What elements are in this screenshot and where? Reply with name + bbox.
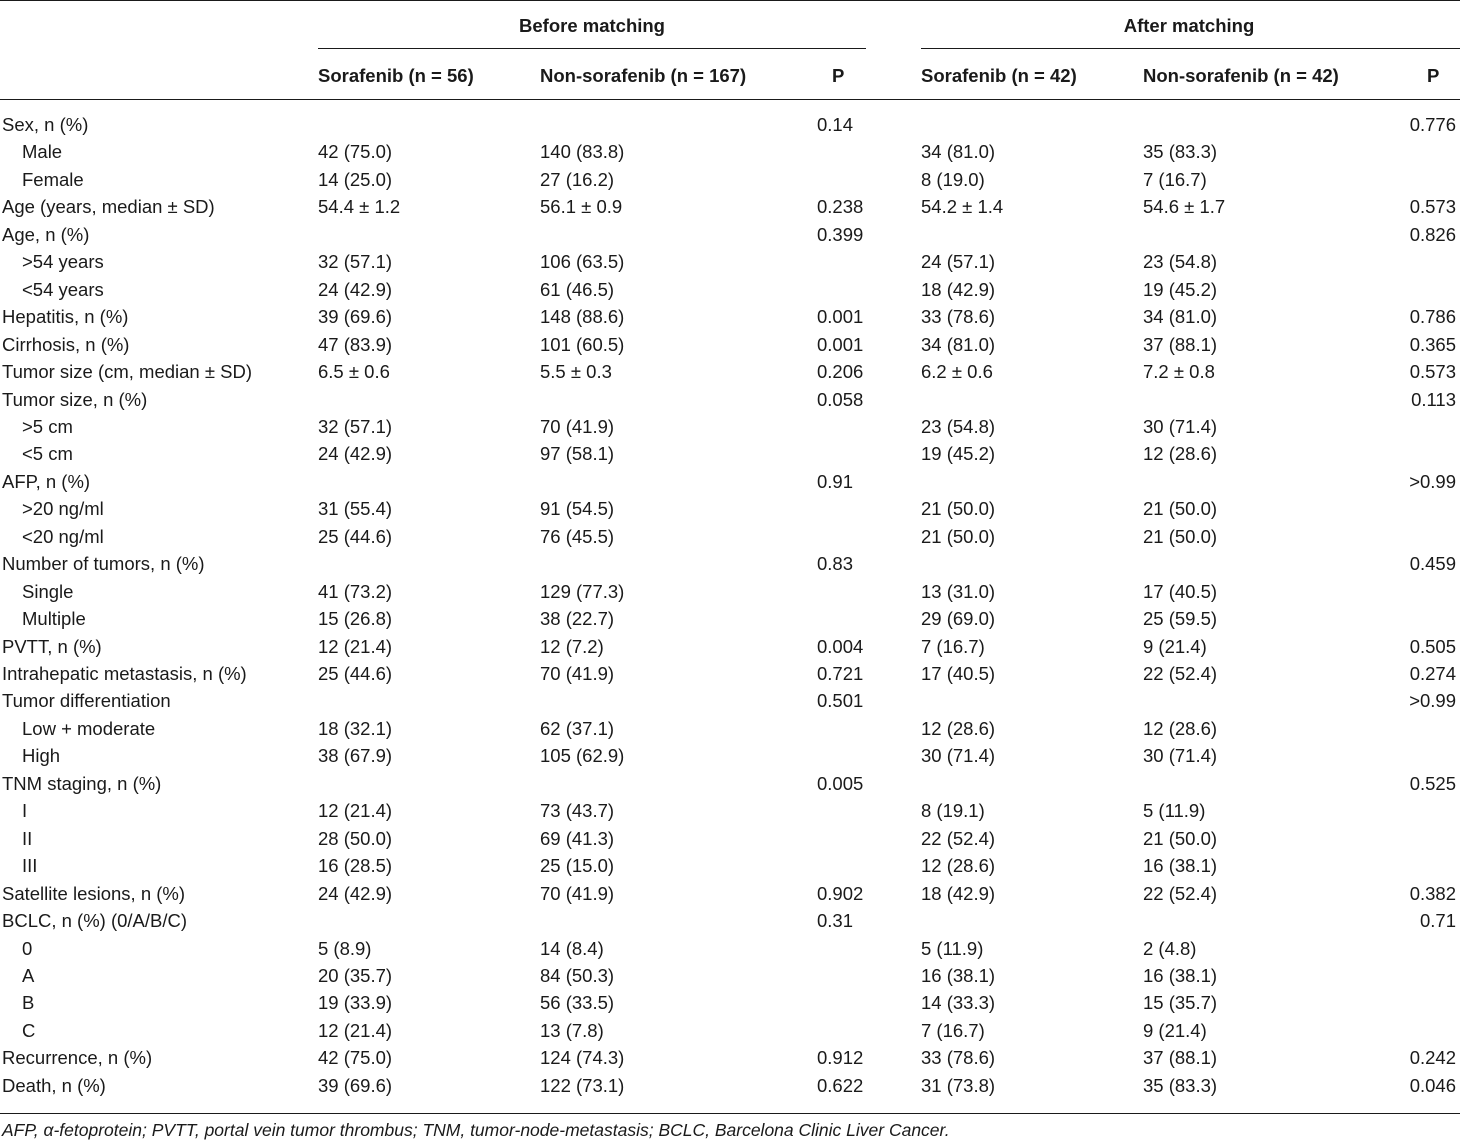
- cell-p-after: 0.113: [1411, 388, 1456, 410]
- table-row: [0, 303, 1460, 331]
- cell-nonsorafenib-before: 70 (41.9): [540, 882, 615, 904]
- row-label: 0: [22, 937, 33, 959]
- table-row: [0, 852, 1460, 880]
- cell-nonsorafenib-before: 38 (22.7): [540, 608, 615, 630]
- cell-nonsorafenib-after: 21 (50.0): [1143, 827, 1218, 849]
- cell-sorafenib-before: 12 (21.4): [318, 1019, 393, 1041]
- cell-nonsorafenib-before: 129 (77.3): [540, 580, 625, 602]
- cell-nonsorafenib-after: 21 (50.0): [1143, 498, 1218, 520]
- cell-nonsorafenib-after: 23 (54.8): [1143, 251, 1218, 273]
- col-header-sorafenib-after: Sorafenib (n = 42): [921, 65, 1077, 86]
- cell-nonsorafenib-after: 7 (16.7): [1143, 168, 1207, 190]
- table-row: [0, 880, 1460, 908]
- row-label: PVTT, n (%): [2, 635, 102, 657]
- cell-nonsorafenib-before: 5.5 ± 0.3: [540, 361, 612, 383]
- cell-nonsorafenib-before: 73 (43.7): [540, 800, 615, 822]
- cell-nonsorafenib-after: 35 (83.3): [1143, 1074, 1218, 1096]
- cell-nonsorafenib-before: 62 (37.1): [540, 717, 615, 739]
- cell-sorafenib-before: 6.5 ± 0.6: [318, 361, 390, 383]
- cell-p-before: 0.912: [817, 1047, 864, 1069]
- table-row: [0, 907, 1460, 935]
- table-row: [0, 935, 1460, 963]
- row-label: III: [22, 855, 38, 877]
- cell-nonsorafenib-before: 140 (83.8): [540, 141, 625, 163]
- row-label: <54 years: [22, 278, 104, 300]
- cell-sorafenib-before: 20 (35.7): [318, 964, 393, 986]
- row-label: Satellite lesions, n (%): [2, 882, 186, 904]
- cell-sorafenib-after: 7 (16.7): [921, 635, 985, 657]
- cell-nonsorafenib-before: 84 (50.3): [540, 964, 615, 986]
- table-row: [0, 605, 1460, 633]
- cell-nonsorafenib-before: 12 (7.2): [540, 635, 604, 657]
- row-label: B: [22, 992, 35, 1014]
- cell-sorafenib-after: 54.2 ± 1.4: [921, 196, 1004, 218]
- cell-sorafenib-after: 6.2 ± 0.6: [921, 361, 993, 383]
- row-label: >54 years: [22, 251, 104, 273]
- cell-p-after: 0.525: [1409, 772, 1456, 794]
- cell-p-before: 0.83: [817, 553, 854, 575]
- cell-sorafenib-before: 42 (75.0): [318, 141, 393, 163]
- table-footnote: AFP, α-fetoprotein; PVTT, portal vein tumor thrombus; TNM, tumor-node-metastasis; BCLC, Barcelona Clinic Liver Cancer.: [2, 1120, 950, 1140]
- table-row: [0, 989, 1460, 1017]
- cell-sorafenib-after: 7 (16.7): [921, 1019, 985, 1041]
- row-label: Age, n (%): [2, 223, 90, 245]
- cell-sorafenib-after: 21 (50.0): [921, 525, 996, 547]
- row-label: Tumor differentiation: [2, 690, 171, 712]
- cell-nonsorafenib-after: 7.2 ± 0.8: [1143, 361, 1215, 383]
- cell-nonsorafenib-before: 13 (7.8): [540, 1019, 604, 1041]
- cell-p-after: 0.573: [1409, 196, 1456, 218]
- cell-p-after: 0.365: [1409, 333, 1456, 355]
- cell-nonsorafenib-after: 37 (88.1): [1143, 333, 1218, 355]
- table-row: [0, 797, 1460, 825]
- col-header-p-before: P: [832, 65, 845, 86]
- group-header-before: Before matching: [519, 15, 665, 36]
- cell-sorafenib-after: 12 (28.6): [921, 717, 996, 739]
- cell-nonsorafenib-after: 9 (21.4): [1143, 1019, 1207, 1041]
- cell-p-before: 0.31: [817, 910, 854, 932]
- cell-nonsorafenib-before: 56.1 ± 0.9: [540, 196, 623, 218]
- cell-sorafenib-before: 31 (55.4): [318, 498, 393, 520]
- cell-sorafenib-before: 25 (44.6): [318, 525, 393, 547]
- cell-sorafenib-after: 34 (81.0): [921, 141, 996, 163]
- cell-p-before: 0.058: [817, 388, 864, 410]
- cell-nonsorafenib-after: 30 (71.4): [1143, 745, 1218, 767]
- row-label: II: [22, 827, 33, 849]
- cell-sorafenib-before: 38 (67.9): [318, 745, 393, 767]
- cell-sorafenib-before: 12 (21.4): [318, 800, 393, 822]
- table-row: [0, 358, 1460, 386]
- cell-nonsorafenib-after: 37 (88.1): [1143, 1047, 1218, 1069]
- cell-p-after: >0.99: [1409, 470, 1456, 492]
- cell-nonsorafenib-after: 5 (11.9): [1143, 800, 1206, 822]
- table-row: [0, 687, 1460, 715]
- cell-p-before: 0.902: [817, 882, 864, 904]
- cell-sorafenib-after: 8 (19.1): [921, 800, 985, 822]
- cell-sorafenib-after: 30 (71.4): [921, 745, 996, 767]
- cell-nonsorafenib-before: 101 (60.5): [540, 333, 625, 355]
- cell-nonsorafenib-before: 27 (16.2): [540, 168, 615, 190]
- table-row: [0, 1072, 1460, 1100]
- row-label: Intrahepatic metastasis, n (%): [2, 663, 247, 684]
- table-row: [0, 962, 1460, 990]
- cell-nonsorafenib-after: 17 (40.5): [1143, 580, 1218, 602]
- cell-sorafenib-before: 25 (44.6): [318, 663, 393, 684]
- cell-nonsorafenib-after: 9 (21.4): [1143, 635, 1207, 657]
- cell-sorafenib-after: 17 (40.5): [921, 663, 996, 684]
- cell-p-after: 0.046: [1409, 1074, 1456, 1096]
- cell-sorafenib-after: 19 (45.2): [921, 443, 996, 465]
- table-row: [0, 111, 1460, 139]
- cell-nonsorafenib-after: 19 (45.2): [1143, 278, 1218, 300]
- row-label: <5 cm: [22, 443, 73, 465]
- row-label: <20 ng/ml: [22, 525, 104, 547]
- table-row: [0, 331, 1460, 359]
- row-label: Low + moderate: [22, 717, 156, 739]
- table-row: [0, 495, 1460, 523]
- table-row: [0, 468, 1460, 496]
- cell-p-before: 0.91: [817, 470, 854, 492]
- cell-nonsorafenib-after: 22 (52.4): [1143, 663, 1218, 684]
- cell-sorafenib-after: 5 (11.9): [921, 937, 984, 959]
- cell-nonsorafenib-before: 76 (45.5): [540, 525, 615, 547]
- table-row: [0, 276, 1460, 304]
- col-header-nonsorafenib-before: Non-sorafenib (n = 167): [540, 65, 747, 86]
- cell-nonsorafenib-before: 105 (62.9): [540, 745, 625, 767]
- cell-nonsorafenib-before: 97 (58.1): [540, 443, 615, 465]
- table-row: [0, 633, 1460, 661]
- table-row: [0, 715, 1460, 743]
- row-label: Age (years, median ± SD): [2, 196, 215, 218]
- cell-nonsorafenib-after: 30 (71.4): [1143, 415, 1218, 437]
- cell-sorafenib-before: 16 (28.5): [318, 855, 393, 877]
- cell-sorafenib-after: 21 (50.0): [921, 498, 996, 520]
- cell-sorafenib-before: 42 (75.0): [318, 1047, 393, 1069]
- cell-sorafenib-before: 54.4 ± 1.2: [318, 196, 401, 218]
- table-row: [0, 742, 1460, 770]
- table-row: [0, 413, 1460, 441]
- header-bottom-rule: [0, 99, 1460, 100]
- cell-sorafenib-after: 29 (69.0): [921, 608, 996, 630]
- cell-sorafenib-after: 34 (81.0): [921, 333, 996, 355]
- cell-p-before: 0.399: [817, 223, 864, 245]
- cell-nonsorafenib-after: 22 (52.4): [1143, 882, 1218, 904]
- cell-p-after: 0.776: [1409, 114, 1456, 135]
- cell-sorafenib-before: 19 (33.9): [318, 992, 393, 1014]
- cell-sorafenib-before: 28 (50.0): [318, 827, 393, 849]
- group-rule-before: [318, 48, 866, 49]
- row-label: TNM staging, n (%): [2, 772, 162, 794]
- cell-nonsorafenib-after: 25 (59.5): [1143, 608, 1218, 630]
- cell-nonsorafenib-after: 54.6 ± 1.7: [1143, 196, 1226, 218]
- table-row: [0, 523, 1460, 551]
- cell-sorafenib-before: 12 (21.4): [318, 635, 393, 657]
- cell-sorafenib-after: 18 (42.9): [921, 882, 996, 904]
- row-label: Hepatitis, n (%): [2, 306, 129, 328]
- table-row: [0, 550, 1460, 578]
- row-label: High: [22, 745, 61, 767]
- row-label: C: [22, 1019, 36, 1041]
- cell-sorafenib-before: 24 (42.9): [318, 882, 393, 904]
- cell-sorafenib-after: 22 (52.4): [921, 827, 996, 849]
- col-header-sorafenib-before: Sorafenib (n = 56): [318, 65, 474, 86]
- cell-nonsorafenib-before: 70 (41.9): [540, 663, 615, 684]
- table-row: [0, 660, 1460, 688]
- cell-p-before: 0.14: [817, 114, 854, 135]
- cell-p-after: 0.786: [1409, 306, 1456, 328]
- cell-nonsorafenib-before: 122 (73.1): [540, 1074, 625, 1096]
- cell-nonsorafenib-after: 15 (35.7): [1143, 992, 1218, 1014]
- cell-p-after: 0.826: [1409, 223, 1456, 245]
- row-label: Cirrhosis, n (%): [2, 333, 130, 355]
- table-row: [0, 193, 1460, 221]
- row-label: >5 cm: [22, 415, 73, 437]
- cell-nonsorafenib-before: 70 (41.9): [540, 415, 615, 437]
- row-label: Tumor size (cm, median ± SD): [2, 361, 253, 383]
- col-header-nonsorafenib-after: Non-sorafenib (n = 42): [1143, 65, 1339, 86]
- cell-sorafenib-before: 39 (69.6): [318, 1074, 393, 1096]
- cell-p-before: 0.206: [817, 361, 864, 383]
- cell-p-after: 0.459: [1409, 553, 1456, 575]
- cell-p-after: 0.382: [1409, 882, 1456, 904]
- row-label: Tumor size, n (%): [2, 388, 148, 410]
- row-label: >20 ng/ml: [22, 498, 104, 520]
- table-top-rule: [0, 0, 1460, 1]
- cell-sorafenib-after: 23 (54.8): [921, 415, 996, 437]
- table-row: [0, 1044, 1460, 1072]
- row-label: I: [22, 800, 28, 822]
- cell-p-after: 0.71: [1419, 910, 1456, 932]
- row-label: AFP, n (%): [2, 470, 91, 492]
- cell-nonsorafenib-after: 12 (28.6): [1143, 443, 1218, 465]
- cell-sorafenib-before: 24 (42.9): [318, 278, 393, 300]
- table-row: [0, 440, 1460, 468]
- cell-sorafenib-before: 32 (57.1): [318, 415, 393, 437]
- row-label: Female: [22, 168, 84, 190]
- cell-nonsorafenib-before: 56 (33.5): [540, 992, 615, 1014]
- cell-sorafenib-after: 16 (38.1): [921, 964, 996, 986]
- cell-p-before: 0.721: [817, 663, 864, 684]
- cell-nonsorafenib-after: 12 (28.6): [1143, 717, 1218, 739]
- cell-p-before: 0.238: [817, 196, 864, 218]
- cell-sorafenib-before: 47 (83.9): [318, 333, 393, 355]
- cell-p-after: >0.99: [1409, 690, 1456, 712]
- table-row: [0, 166, 1460, 194]
- table-row: [0, 1017, 1460, 1045]
- cell-nonsorafenib-before: 25 (15.0): [540, 855, 615, 877]
- table-row: [0, 825, 1460, 853]
- cell-p-before: 0.001: [817, 306, 864, 328]
- table-row: [0, 221, 1460, 249]
- cell-sorafenib-before: 14 (25.0): [318, 168, 393, 190]
- table-row: [0, 386, 1460, 414]
- cell-p-after: 0.573: [1409, 361, 1456, 383]
- cell-sorafenib-after: 18 (42.9): [921, 278, 996, 300]
- cell-sorafenib-before: 18 (32.1): [318, 717, 393, 739]
- cell-nonsorafenib-before: 91 (54.5): [540, 498, 615, 520]
- group-rule-after: [921, 48, 1460, 49]
- cell-nonsorafenib-before: 61 (46.5): [540, 278, 615, 300]
- cell-sorafenib-after: 12 (28.6): [921, 855, 996, 877]
- cell-sorafenib-before: 24 (42.9): [318, 443, 393, 465]
- cell-sorafenib-after: 8 (19.0): [921, 168, 985, 190]
- table-row: [0, 248, 1460, 276]
- row-label: Male: [22, 141, 63, 163]
- cell-nonsorafenib-after: 2 (4.8): [1143, 937, 1197, 959]
- cell-sorafenib-after: 31 (73.8): [921, 1074, 996, 1096]
- cell-p-before: 0.622: [817, 1074, 864, 1096]
- cell-nonsorafenib-after: 16 (38.1): [1143, 855, 1218, 877]
- cell-p-before: 0.004: [817, 635, 864, 657]
- cell-nonsorafenib-before: 14 (8.4): [540, 937, 604, 959]
- cell-sorafenib-after: 24 (57.1): [921, 251, 996, 273]
- col-header-p-after: P: [1427, 65, 1440, 86]
- cell-p-before: 0.001: [817, 333, 864, 355]
- table-row: [0, 578, 1460, 606]
- cell-p-before: 0.501: [817, 690, 864, 712]
- row-label: Number of tumors, n (%): [2, 553, 205, 575]
- cell-sorafenib-after: 14 (33.3): [921, 992, 996, 1014]
- cell-sorafenib-before: 15 (26.8): [318, 608, 393, 630]
- cell-sorafenib-after: 33 (78.6): [921, 1047, 996, 1069]
- cell-nonsorafenib-after: 35 (83.3): [1143, 141, 1218, 163]
- cell-nonsorafenib-before: 69 (41.3): [540, 827, 615, 849]
- cell-nonsorafenib-before: 124 (74.3): [540, 1047, 625, 1069]
- row-label: Sex, n (%): [2, 114, 89, 135]
- cell-p-before: 0.005: [817, 772, 864, 794]
- cell-sorafenib-after: 33 (78.6): [921, 306, 996, 328]
- group-header-after: After matching: [1123, 15, 1255, 36]
- cell-nonsorafenib-after: 21 (50.0): [1143, 525, 1218, 547]
- row-label: Multiple: [22, 608, 86, 630]
- row-label: A: [22, 964, 35, 986]
- row-label: Single: [22, 580, 74, 602]
- row-label: Recurrence, n (%): [2, 1047, 153, 1069]
- cell-nonsorafenib-after: 16 (38.1): [1143, 964, 1218, 986]
- cell-p-after: 0.505: [1409, 635, 1456, 657]
- cell-sorafenib-before: 39 (69.6): [318, 306, 393, 328]
- cell-nonsorafenib-before: 148 (88.6): [540, 306, 625, 328]
- cell-p-after: 0.274: [1409, 663, 1456, 684]
- cell-sorafenib-before: 41 (73.2): [318, 580, 393, 602]
- row-label: BCLC, n (%) (0/A/B/C): [2, 910, 188, 932]
- cell-sorafenib-before: 32 (57.1): [318, 251, 393, 273]
- cell-sorafenib-after: 13 (31.0): [921, 580, 996, 602]
- cell-p-after: 0.242: [1409, 1047, 1456, 1069]
- table-bottom-rule: [0, 1113, 1460, 1114]
- row-label: Death, n (%): [2, 1074, 106, 1096]
- cell-sorafenib-before: 5 (8.9): [318, 937, 372, 959]
- cell-nonsorafenib-before: 106 (63.5): [540, 251, 625, 273]
- cell-nonsorafenib-after: 34 (81.0): [1143, 306, 1218, 328]
- table-row: [0, 770, 1460, 798]
- table-row: [0, 138, 1460, 166]
